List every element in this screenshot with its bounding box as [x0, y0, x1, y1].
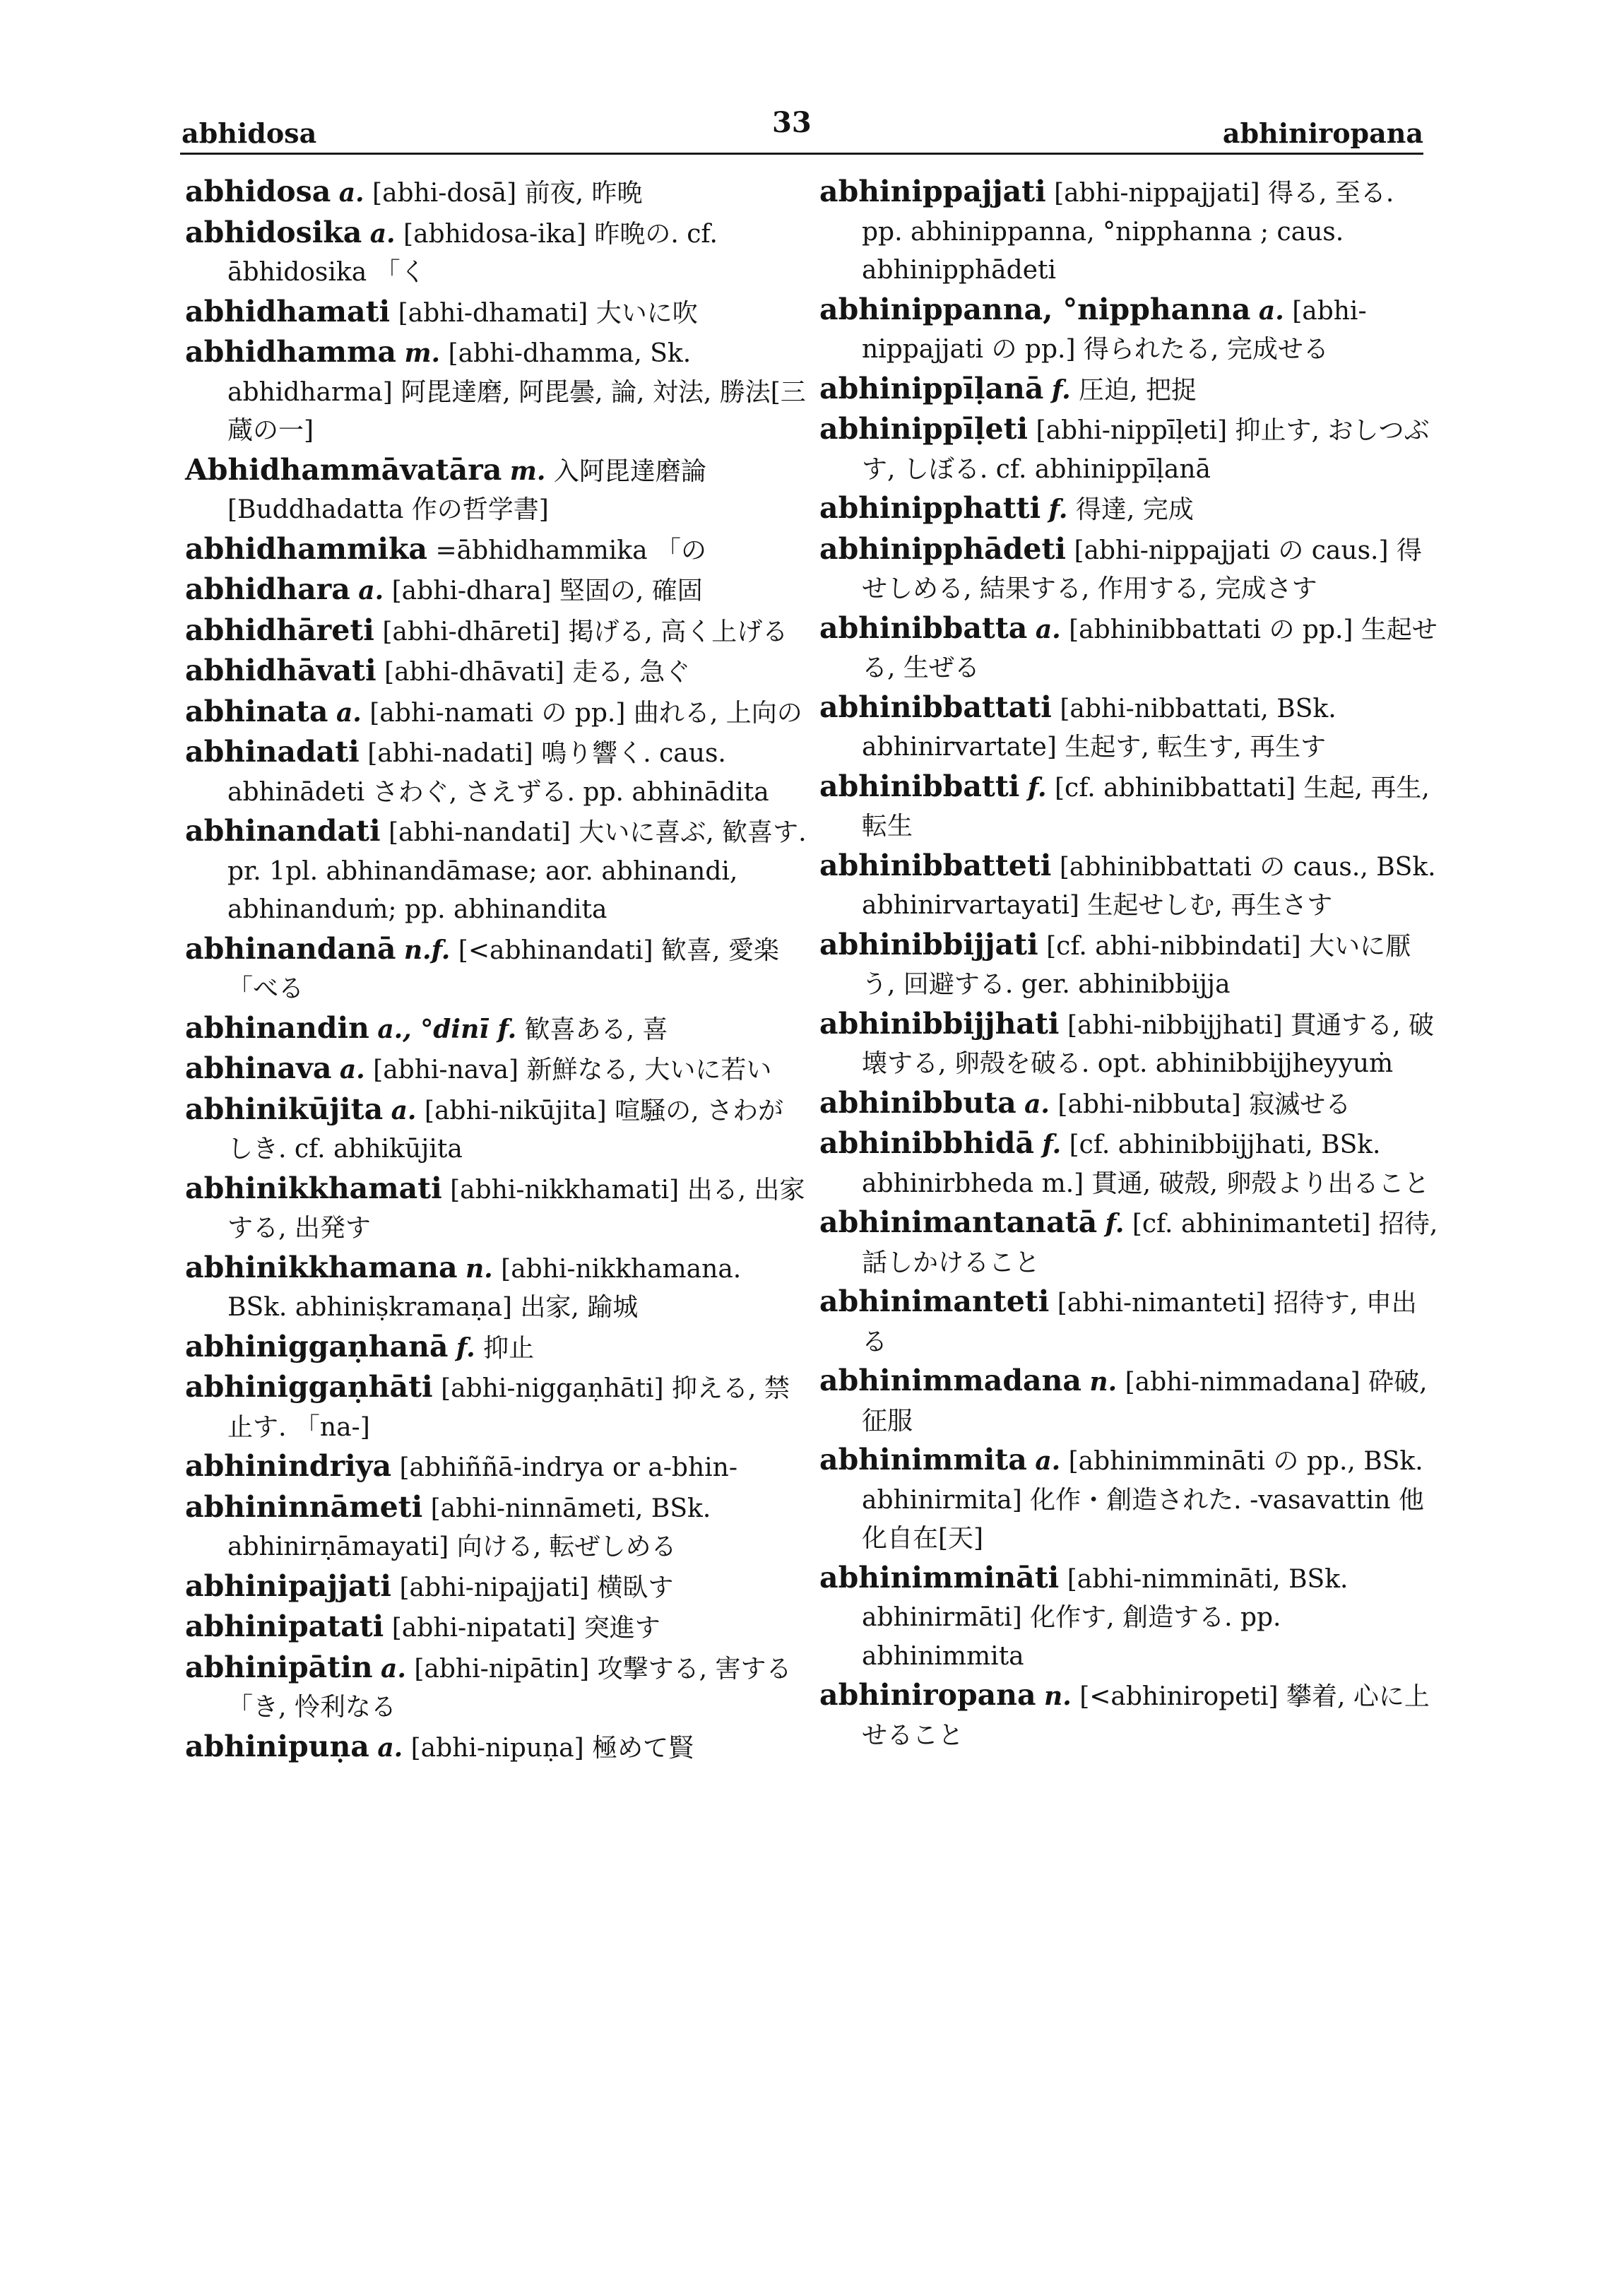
entry-headword: abhinipajjati — [185, 1568, 391, 1603]
entry-part-of-speech: n. — [1044, 1681, 1072, 1711]
entry-headword: abhinibbuta — [819, 1085, 1017, 1120]
entry-headword: Abhidhammāvatāra — [185, 452, 502, 487]
entry-headword: abhidhamati — [185, 294, 391, 329]
dictionary-entry — [819, 489, 1441, 530]
entry-part-of-speech: a. — [336, 697, 362, 728]
entry-definition: [abhinimmināti の pp., BSk. abhinirmita] 化作・創造された. -vasavattin 他化自在[天] — [862, 1447, 1424, 1553]
entry-part-of-speech: a. — [1035, 614, 1061, 644]
entry-headword: abhinimmita — [819, 1443, 1027, 1477]
entry-definition: [<abhinandati] 歓喜, 愛楽 「べる — [227, 935, 779, 1003]
page-number: 33 — [772, 106, 812, 139]
dictionary-entry — [185, 733, 807, 812]
entry-part-of-speech: a. — [377, 1732, 403, 1763]
entry-definition: [abhi-ninnāmeti, BSk. abhinirṇāmayati] 向ける, 転ぜしめる — [227, 1494, 711, 1561]
dictionary-entry — [819, 846, 1441, 926]
header-rule — [180, 153, 1423, 155]
entry-definition: [cf. abhinibbattati] 生起, 再生, 転生 — [862, 773, 1430, 841]
entry-part-of-speech: f. — [1048, 495, 1068, 524]
dictionary-entry — [819, 1441, 1441, 1559]
dictionary-entry — [819, 1005, 1441, 1084]
entry-definition: [<abhiniropeti] 攀着, 心に上せること — [862, 1682, 1430, 1750]
entry-headword: abhiniropana — [819, 1678, 1036, 1712]
entry-headword: abhiniggaṇhanā — [185, 1329, 449, 1364]
entry-headword: abhinipātin — [185, 1650, 373, 1684]
entry-definition: [abhi-nimanteti] 招待す, 申出る — [862, 1289, 1417, 1356]
entry-headword: abhinimanteti — [819, 1284, 1050, 1318]
entry-definition: [abhinibbattati の caus., BSk. abhinirvartayati] 生起せしむ, 再生さす — [862, 852, 1436, 920]
entry-headword: abhinandati — [185, 814, 381, 848]
entry-part-of-speech: a. — [339, 1055, 365, 1084]
left-running-headword: abhidosa — [182, 117, 317, 149]
entry-headword: abhinibbatti — [819, 769, 1020, 803]
entry-definition: [abhi-dhamati] 大いに吹 — [398, 298, 698, 328]
dictionary-entry — [819, 926, 1441, 1005]
entry-definition: [abhiññā-indrya or a-bhin- — [399, 1453, 737, 1482]
entry-definition: [abhi-nipatati] 突進す — [391, 1614, 660, 1643]
entry-definition: [abhi-nava] 新鮮なる, 大いに若い — [373, 1056, 772, 1084]
dictionary-entry — [819, 609, 1441, 688]
entry-headword: abhinimmināti — [819, 1560, 1060, 1595]
dictionary-entry — [185, 292, 807, 333]
dictionary-entry — [185, 530, 807, 571]
entry-definition: [abhi-niggaṇhāti] 抑える, 禁止す. 「na-] — [227, 1374, 790, 1442]
entry-part-of-speech: a. — [1258, 295, 1284, 326]
dictionary-entry — [819, 1203, 1441, 1282]
dictionary-entry — [819, 688, 1441, 767]
entry-definition: [abhi-nikūjita] 喧騒の, さわがしき. cf. abhikūjita — [227, 1096, 784, 1164]
page-header — [180, 106, 1423, 155]
entry-part-of-speech: a. — [381, 1653, 406, 1684]
entry-definition: [abhi-nibbuta] 寂滅せる — [1057, 1089, 1351, 1119]
entry-definition: [cf. abhinibbijjhati, BSk. abhinirbheda m.] 貫通, 破殻, 卵殻より出ること — [862, 1130, 1430, 1198]
dictionary-entry — [185, 1090, 807, 1169]
entry-part-of-speech: m. — [404, 338, 441, 368]
left-column — [185, 172, 807, 1768]
entry-part-of-speech: a. — [1024, 1089, 1050, 1119]
entry-definition: 圧迫, 把捉 — [1079, 375, 1197, 405]
entry-definition: [abhi-nikkhamati] 出る, 出家する, 出発す — [227, 1175, 805, 1243]
entry-definition: [abhi-nipajjati] 横臥す — [399, 1573, 674, 1602]
entry-part-of-speech: f. — [1042, 1130, 1062, 1159]
entry-headword: abhinibbatteti — [819, 848, 1052, 882]
entry-headword: abhidhāreti — [185, 613, 374, 647]
entry-headword: abhinandanā — [185, 931, 396, 966]
entry-definition: [abhi-nibbattati, BSk. abhinirvartate] 生起す, 転生す, 再生す — [862, 694, 1336, 762]
entry-headword: abhinippajjati — [819, 175, 1046, 208]
entry-part-of-speech: f. — [1027, 772, 1047, 803]
dictionary-entry — [185, 812, 807, 930]
entry-headword: abhinipphatti — [819, 491, 1041, 525]
entry-definition: [cf. abhi-nibbindati] 大いに厭う, 回避する. ger. abhinibbijja — [862, 931, 1411, 999]
dictionary-entry — [819, 1282, 1441, 1361]
entry-definition: [abhi-nipātin] 攻撃する, 害する 「き, 怜利なる — [227, 1654, 792, 1722]
entry-definition: [abhi-nimmināti, BSk. abhinirmāti] 化作す, 創造する. pp. abhinimmita — [862, 1564, 1349, 1671]
entry-definition: [abhi-nadati] 鳴り響く. caus. abhinādeti さわぐ, さえずる. pp. abhinādita — [227, 739, 769, 807]
entry-headword: abhinadati — [185, 735, 360, 769]
dictionary-entry — [819, 290, 1441, 369]
entry-headword: abhinipphādeti — [819, 531, 1066, 566]
entry-definition: [abhi-nibbijjhati] 貫通する, 破壊する, 卵殻を破る. opt. abhinibbijjheyyuṁ — [862, 1010, 1434, 1078]
entry-headword: abhinibbijjhati — [819, 1006, 1060, 1041]
right-column — [819, 172, 1441, 1755]
entry-definition: 入阿毘達磨論 [Buddhadatta 作の哲学書] — [227, 456, 706, 524]
entry-part-of-speech: m. — [509, 456, 546, 486]
dictionary-entry — [819, 1084, 1441, 1125]
entry-headword: abhinikūjita — [185, 1092, 384, 1126]
dictionary-entry — [185, 1009, 807, 1050]
entry-part-of-speech: a. — [369, 218, 396, 249]
entry-headword: abhinippanna, °nipphanna — [819, 292, 1251, 326]
dictionary-entry — [185, 692, 807, 733]
dictionary-entry — [185, 213, 807, 292]
dictionary-entry — [819, 369, 1441, 410]
entry-part-of-speech: a. — [338, 178, 364, 208]
entry-part-of-speech: a. — [358, 576, 384, 605]
entry-headword: abhidosika — [185, 215, 362, 249]
entry-headword: abhinimantanatā — [819, 1205, 1098, 1239]
entry-headword: abhinava — [185, 1051, 332, 1085]
entry-headword: abhidhammika — [185, 531, 427, 566]
dictionary-entry — [185, 1727, 807, 1768]
dictionary-entry — [185, 611, 807, 652]
entry-definition: [abhi-nipuṇa] 極めて賢 — [410, 1733, 694, 1763]
entry-part-of-speech: a. — [391, 1095, 417, 1125]
entry-definition: [abhidosa-ika] 昨晩の. cf. ābhidosika 「く — [227, 219, 718, 287]
dictionary-entry — [819, 410, 1441, 489]
entry-part-of-speech: a. — [1035, 1446, 1061, 1476]
dictionary-entry — [185, 1368, 807, 1447]
entry-headword: abhidhara — [185, 572, 350, 606]
entry-definition: [abhi-dhāvati] 走る, 急ぐ — [384, 658, 691, 687]
entry-headword: abhidhāvati — [185, 654, 377, 687]
entry-part-of-speech: f. — [1105, 1209, 1125, 1238]
dictionary-entry — [819, 1676, 1441, 1755]
dictionary-entry — [185, 1328, 807, 1368]
entry-definition: [abhi-nippajjati の pp.] 得られたる, 完成せる — [862, 296, 1367, 364]
entry-headword: abhinibbatta — [819, 610, 1028, 645]
entry-part-of-speech: a., °dinī f. — [377, 1014, 517, 1044]
entry-headword: abhinipatati — [185, 1609, 384, 1643]
entry-headword: abhinandin — [185, 1010, 369, 1045]
entry-definition: [abhi-nippajjati の caus.] 得せしめる, 結果する, 作用する, 完成さす — [862, 536, 1422, 603]
entry-definition: [cf. abhinimanteti] 招待, 話しかけること — [862, 1210, 1438, 1277]
dictionary-entry — [185, 1648, 807, 1727]
entry-definition: [abhi-nandati] 大いに喜ぶ, 歓喜す. pr. 1pl. abhinandāmase; aor. abhinandi, abhinanduṁ; pp. abhinandita — [227, 818, 807, 924]
entry-headword: abhinippīḷanā — [819, 371, 1044, 406]
entry-definition: 歓喜ある, 喜 — [524, 1015, 668, 1044]
dictionary-entry — [185, 1248, 807, 1328]
entry-headword: abhiniggaṇhāti — [185, 1370, 433, 1404]
entry-headword: abhinindriya — [185, 1449, 392, 1483]
entry-definition: [abhi-nikkhamana. BSk. abhiniṣkramaṇa] 出家, 踰城 — [227, 1254, 742, 1322]
entry-definition: 得達, 完成 — [1075, 495, 1194, 524]
entry-headword: abhinimmadana — [819, 1364, 1081, 1397]
dictionary-entry — [819, 1559, 1441, 1677]
entry-part-of-speech: n. — [1089, 1367, 1118, 1397]
entry-definition: [abhi-dosā] 前夜, 昨晩 — [372, 179, 643, 208]
entry-part-of-speech: f. — [1051, 374, 1071, 405]
dictionary-entry — [185, 451, 807, 530]
entry-definition: [abhi-dhāreti] 掲げる, 高く上げる — [382, 617, 788, 646]
entry-definition: [abhi-nippajjati] 得る, 至る. pp. abhinippanna, °nipphanna ; caus. abhinipphādeti — [862, 179, 1394, 285]
dictionary-entry — [185, 172, 807, 213]
entry-headword: abhidosa — [185, 175, 331, 208]
dictionary-entry — [185, 1567, 807, 1608]
entry-definition: [abhi-dhara] 堅固の, 確固 — [391, 577, 703, 605]
entry-headword: abhinata — [185, 694, 328, 728]
entry-definition: [abhi-nippīḷeti] 抑止す, おしつぶす, しぼる. cf. abhinippīḷanā — [862, 416, 1430, 484]
dictionary-entry — [185, 930, 807, 1009]
entry-definition: [abhi-namati の pp.] 曲れる, 上向の — [369, 698, 802, 728]
dictionary-entry — [185, 1607, 807, 1648]
entry-definition: [abhi-dhamma, Sk. abhidharma] 阿毘達磨, 阿毘曇, 論, 対法, 勝法[三蔵の一] — [227, 339, 806, 445]
entry-definition: 抑止 — [483, 1333, 535, 1363]
entry-headword: abhinippīḷeti — [819, 412, 1029, 446]
dictionary-entry — [819, 530, 1441, 609]
entry-definition: [abhi-nimmadana] 砕破, 征服 — [862, 1368, 1428, 1436]
entry-headword: abhidhamma — [185, 335, 396, 369]
entry-headword: abhinibbhidā — [819, 1126, 1034, 1160]
entry-part-of-speech: f. — [456, 1332, 475, 1363]
entry-headword: abhinibbattati — [819, 690, 1052, 724]
entry-definition: [abhinibbattati の pp.] 生起せる, 生ぜる — [862, 615, 1438, 682]
dictionary-entry — [185, 1169, 807, 1248]
dictionary-entry — [819, 1361, 1441, 1441]
entry-part-of-speech: n.f. — [403, 935, 451, 965]
dictionary-entry — [819, 172, 1441, 290]
dictionary-entry — [819, 767, 1441, 846]
dictionary-entry — [819, 1124, 1441, 1203]
entry-headword: abhininnāmeti — [185, 1489, 423, 1524]
right-running-headword: abhiniropana — [1222, 117, 1423, 149]
entry-headword: abhinipuṇa — [185, 1729, 369, 1763]
entry-part-of-speech: n. — [465, 1253, 493, 1284]
dictionary-entry — [185, 333, 807, 451]
dictionary-entry — [185, 570, 807, 611]
entry-headword: abhinikkhamana — [185, 1250, 458, 1284]
dictionary-entry — [185, 1447, 807, 1488]
dictionary-entry — [185, 1488, 807, 1567]
entry-headword: abhinibbijjati — [819, 927, 1038, 962]
entry-definition: =ābhidhammika 「の — [435, 536, 707, 565]
entry-headword: abhinikkhamati — [185, 1171, 442, 1205]
dictionary-entry — [185, 651, 807, 692]
dictionary-entry — [185, 1049, 807, 1090]
